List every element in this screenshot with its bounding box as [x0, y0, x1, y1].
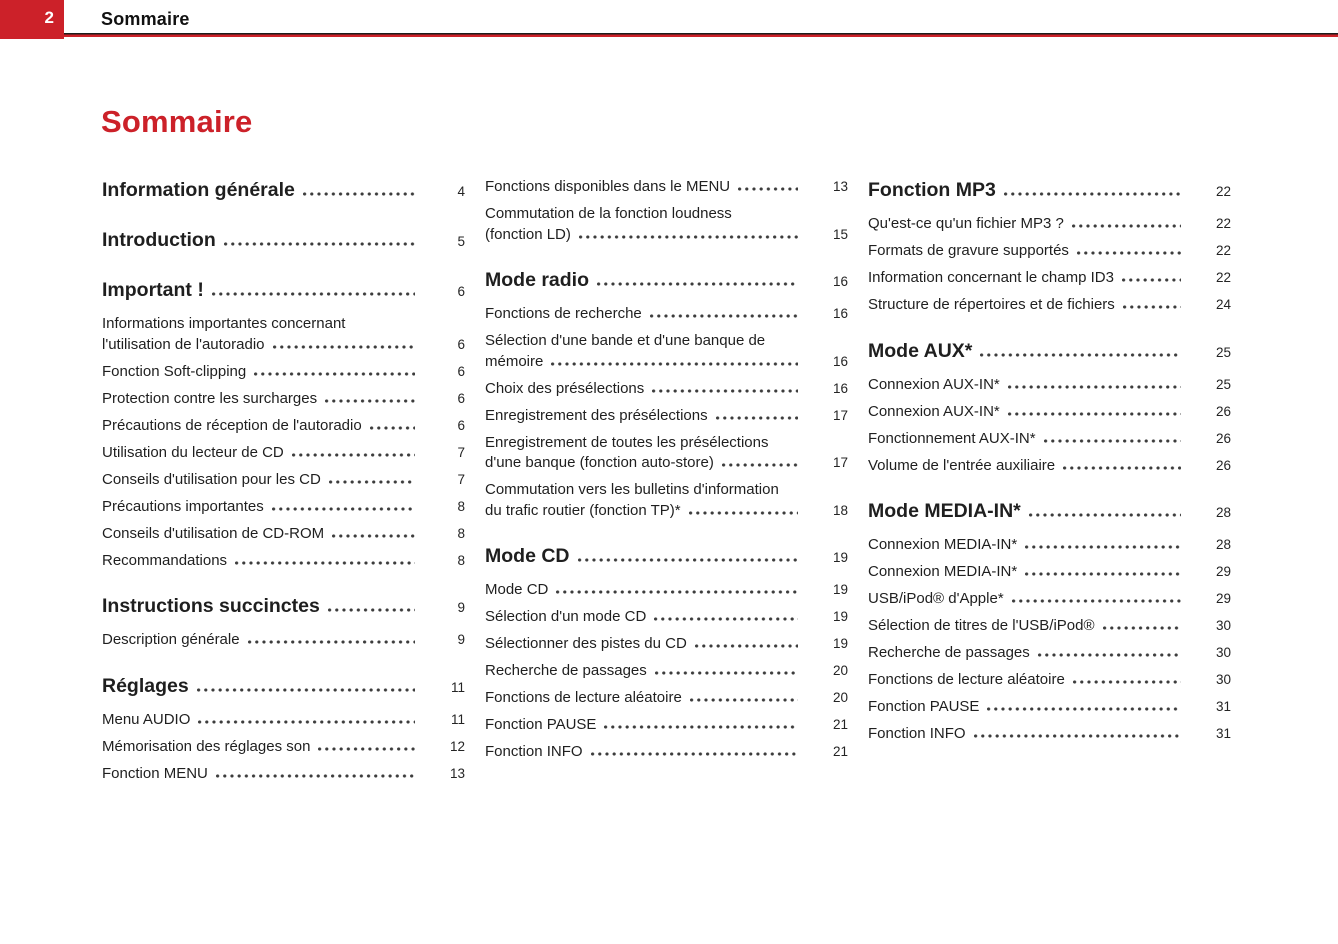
dot-leader	[1063, 466, 1181, 470]
toc-entry-label: Menu AUDIO	[102, 710, 191, 728]
toc-entry-page-number: 17	[832, 407, 848, 423]
toc-entry-page-number: 19	[832, 550, 848, 565]
toc-entry-row	[868, 295, 1231, 316]
toc-entry-row	[485, 379, 848, 400]
toc-entry-row	[102, 443, 465, 464]
toc-entry-page-number: 26	[1215, 430, 1231, 446]
toc-entry-row	[485, 661, 848, 682]
toc-entry-row	[485, 352, 848, 373]
toc-entry	[485, 433, 848, 474]
dot-leader	[197, 688, 415, 692]
toc-entry-label: (fonction LD)	[485, 225, 571, 243]
toc-entry-row	[868, 241, 1231, 262]
toc-entry-line: Commutation vers les bulletins d'information	[485, 481, 779, 498]
toc-entry-label: Fonction INFO	[485, 743, 583, 760]
toc-entry-label: Important !	[102, 279, 204, 301]
toc-entry-label: Mode CD	[485, 581, 549, 598]
toc-entry	[868, 724, 1231, 745]
toc-entry-page-number: 20	[832, 663, 848, 678]
dot-leader	[254, 372, 415, 376]
toc-entry-row	[485, 267, 848, 295]
page-title: Sommaire	[101, 104, 253, 139]
dot-leader	[738, 187, 798, 191]
toc-entry-line: Commutation de la fonction loudness	[485, 205, 732, 222]
toc-entry-row	[102, 593, 465, 621]
dot-leader	[325, 399, 415, 403]
dot-leader	[722, 463, 798, 467]
toc-entry-row	[868, 338, 1231, 366]
toc-entry-label: Recommandations	[102, 551, 228, 569]
toc-entry-row	[868, 214, 1231, 235]
toc-entry	[102, 710, 465, 731]
toc-entry-page-number: 6	[457, 390, 465, 406]
toc-entry-page-number: 22	[1215, 184, 1231, 199]
dot-leader	[654, 617, 798, 621]
toc-entry	[868, 402, 1231, 423]
toc-entry	[102, 497, 465, 518]
dot-leader	[695, 644, 798, 648]
toc-entry-label: Mode MEDIA-IN*	[868, 500, 1021, 522]
dot-leader	[1122, 278, 1181, 282]
toc-section-entry	[102, 593, 465, 621]
toc-entry-page-number: 7	[457, 444, 465, 460]
toc-entry	[868, 295, 1231, 316]
toc-entry-page-number: 8	[457, 525, 465, 541]
toc-section-entry	[868, 338, 1231, 366]
toc-entry-label: Fonctions disponibles dans le MENU	[485, 178, 731, 195]
toc-entry-page-number: 16	[832, 306, 848, 321]
toc-entry-label: Enregistrement des présélections	[485, 406, 708, 424]
toc-entry-row	[485, 715, 848, 736]
dot-leader	[224, 242, 415, 246]
dot-leader	[216, 774, 415, 778]
toc-entry-row	[868, 268, 1231, 289]
toc-entry-label: USB/iPod® d'Apple*	[868, 590, 1004, 607]
dot-leader	[1004, 192, 1181, 196]
dot-leader	[689, 511, 798, 515]
dot-leader	[212, 292, 415, 296]
toc-entry-label: Mode radio	[485, 269, 590, 291]
toc-entry-page-number: 6	[457, 336, 465, 352]
toc-column-3	[868, 177, 1231, 791]
toc-entry-page-number: 25	[1215, 344, 1231, 360]
toc-entry-page-number: 12	[449, 738, 465, 754]
toc-entry-line: Informations importantes concernant	[102, 315, 346, 332]
dot-leader	[329, 480, 415, 484]
toc-entry-label: Utilisation du lecteur de CD	[102, 443, 284, 461]
toc-entry-row	[102, 673, 465, 701]
toc-section-entry	[102, 177, 465, 205]
toc-section-entry	[102, 277, 465, 305]
toc-entry-row	[868, 724, 1231, 745]
toc-entry	[868, 535, 1231, 556]
toc-entry-page-number: 28	[1215, 537, 1231, 552]
toc-entry-label: Réglages	[102, 674, 189, 697]
toc-entry-line: Sélection d'une bande et d'une banque de	[485, 332, 766, 349]
toc-entry-label: Choix des présélections	[485, 379, 645, 397]
toc-entry-label: Fonction MENU	[102, 764, 208, 782]
toc-entry-row	[868, 498, 1231, 526]
toc-entry-page-number: 29	[1215, 591, 1231, 606]
toc-entry-page-number: 21	[832, 717, 848, 732]
toc-entry-row	[102, 710, 465, 731]
toc-entry-page-number: 18	[832, 502, 848, 518]
toc-entry-label: Description générale	[102, 631, 240, 648]
toc-entry	[102, 470, 465, 491]
toc-entry-page-number: 26	[1215, 457, 1231, 473]
toc-entry-label: Sélection de titres de l'USB/iPod®	[868, 617, 1095, 634]
toc-entry-page-number: 17	[832, 455, 848, 470]
toc-entry	[102, 314, 465, 355]
toc-entry-label: Formats de gravure supportés	[868, 242, 1069, 259]
dot-leader	[655, 671, 798, 675]
running-header-title: Sommaire	[101, 9, 190, 29]
dot-leader	[1012, 599, 1181, 603]
toc-entry	[102, 764, 465, 785]
toc-entry-row	[485, 580, 848, 601]
dot-leader	[248, 640, 415, 644]
toc-entry-row	[485, 453, 848, 474]
header-rule	[0, 33, 1338, 37]
toc-entry	[868, 241, 1231, 262]
toc-entry-page-number: 24	[1215, 297, 1231, 312]
dot-leader	[987, 707, 1181, 711]
toc-entry	[868, 375, 1231, 396]
toc-entry-row	[102, 362, 465, 383]
dot-leader	[1025, 572, 1181, 576]
dot-leader	[328, 608, 415, 612]
dot-leader	[272, 507, 415, 511]
toc-entry-label: Sélection d'un mode CD	[485, 608, 647, 625]
toc-entry-row	[868, 589, 1231, 610]
toc-section-entry	[485, 267, 848, 295]
toc-entry-page-number: 20	[832, 690, 848, 705]
toc-entry-page-number: 22	[1215, 270, 1231, 285]
toc-entry-row	[102, 497, 465, 518]
toc-entry-page-number: 13	[449, 765, 465, 781]
toc-entry-label: Mémorisation des réglages son	[102, 737, 311, 755]
toc-entry-row	[868, 643, 1231, 664]
toc-entry-row	[485, 742, 848, 763]
dot-leader	[650, 314, 798, 318]
toc-entry-row	[102, 177, 465, 205]
toc-entry-page-number: 25	[1215, 376, 1231, 392]
toc-entry-page-number: 21	[832, 744, 848, 759]
dot-leader	[1008, 385, 1181, 389]
toc-entry-page-number: 31	[1215, 699, 1231, 714]
dot-leader	[1008, 412, 1181, 416]
toc-section-entry	[102, 227, 465, 255]
toc-entry	[102, 389, 465, 410]
dot-leader	[1073, 680, 1181, 684]
toc-entry-row	[868, 670, 1231, 691]
toc-entry-label: Instructions succinctes	[102, 595, 320, 617]
toc-entry-label: Mode CD	[485, 545, 570, 567]
dot-leader	[556, 590, 798, 594]
toc-entry-line: Enregistrement de toutes les présélections	[485, 433, 769, 451]
toc-entry-row	[868, 562, 1231, 583]
toc-entry	[868, 268, 1231, 289]
toc-section-entry	[868, 498, 1231, 526]
toc-entry-row	[102, 764, 465, 785]
toc-entry-label: Recherche de passages	[485, 662, 647, 679]
toc-entry-page-number: 22	[1215, 216, 1231, 231]
toc-entry	[868, 616, 1231, 637]
toc-entry	[868, 589, 1231, 610]
toc-entry-page-number: 6	[457, 363, 465, 379]
toc-entry-label: Recherche de passages	[868, 644, 1030, 661]
toc-entry	[485, 379, 848, 400]
dot-leader	[235, 561, 415, 565]
dot-leader	[551, 362, 798, 366]
toc-entry-label: Structure de répertoires et de fichiers	[868, 296, 1115, 313]
toc-entry-page-number: 26	[1215, 403, 1231, 419]
toc-entry-row	[868, 177, 1231, 205]
toc-section-entry	[485, 543, 848, 571]
toc-entry-label: Sélectionner des pistes du CD	[485, 635, 687, 652]
dot-leader	[578, 558, 799, 562]
dot-leader	[591, 752, 798, 756]
toc-entry	[485, 715, 848, 736]
dot-leader	[370, 426, 415, 430]
toc-entry-row	[868, 616, 1231, 637]
toc-entry	[102, 362, 465, 383]
toc-entry-row	[868, 535, 1231, 556]
toc-entry	[868, 456, 1231, 477]
toc-entry-row	[102, 389, 465, 410]
toc-entry-row	[102, 737, 465, 758]
dot-leader	[303, 192, 415, 196]
dot-leader	[1038, 653, 1181, 657]
dot-leader	[1077, 251, 1181, 255]
toc-entry	[868, 429, 1231, 450]
toc-entry-page-number: 29	[1215, 564, 1231, 579]
toc-entry-label: Introduction	[102, 229, 216, 251]
dot-leader	[1044, 439, 1181, 443]
toc-entry-row	[485, 543, 848, 571]
toc-entry	[485, 580, 848, 601]
toc-section-entry	[868, 177, 1231, 205]
toc-entry	[485, 204, 848, 245]
toc-entry	[485, 480, 848, 521]
dot-leader	[1103, 626, 1181, 630]
toc-entry-row	[485, 177, 848, 198]
toc-entry	[485, 634, 848, 655]
toc-entry-row	[868, 429, 1231, 450]
toc-entry-label: Information générale	[102, 179, 295, 201]
toc-column-2	[485, 177, 848, 791]
dot-leader	[1029, 513, 1181, 517]
dot-leader	[332, 534, 415, 538]
toc-entry-page-number: 19	[832, 636, 848, 651]
toc-entry-page-number: 19	[832, 609, 848, 624]
toc-entry-page-number: 30	[1215, 672, 1231, 687]
toc-entry-row	[485, 634, 848, 655]
toc-entry-label: Mode AUX*	[868, 339, 973, 362]
toc-entry-page-number: 30	[1215, 618, 1231, 633]
toc-entry-page-number: 11	[450, 711, 465, 727]
toc-entry	[485, 688, 848, 709]
toc-entry-row	[102, 416, 465, 437]
dot-leader	[1025, 545, 1181, 549]
toc-entry-page-number: 7	[457, 471, 465, 487]
toc-entry-page-number: 6	[457, 284, 465, 299]
toc-entry-page-number: 31	[1215, 726, 1231, 741]
toc-entry-page-number: 19	[832, 582, 848, 597]
toc-entry-page-number: 5	[457, 234, 465, 249]
toc-entry-page-number: 22	[1215, 243, 1231, 258]
toc-entry-row	[485, 688, 848, 709]
toc-entry-label: Connexion MEDIA-IN*	[868, 563, 1018, 580]
dot-leader	[716, 416, 798, 420]
toc-entry	[485, 607, 848, 628]
toc-entry-row	[868, 402, 1231, 423]
toc-entry	[868, 643, 1231, 664]
toc-columns	[102, 177, 1231, 791]
dot-leader	[690, 698, 798, 702]
toc-entry-row	[102, 335, 465, 356]
toc-entry-page-number: 16	[832, 380, 848, 396]
toc-entry-page-number: 4	[457, 184, 465, 199]
dot-leader	[604, 725, 798, 729]
toc-entry-page-number: 30	[1215, 645, 1231, 660]
dot-leader	[273, 345, 416, 349]
dot-leader	[1072, 224, 1181, 228]
toc-entry-label: Volume de l'entrée auxiliaire	[868, 456, 1056, 474]
toc-entry-row	[102, 630, 465, 651]
toc-entry	[102, 443, 465, 464]
toc-entry-row	[485, 304, 848, 325]
toc-entry-label: Fonctions de lecture aléatoire	[868, 671, 1065, 688]
dot-leader	[198, 720, 415, 724]
toc-entry-label: Conseils d'utilisation de CD-ROM	[102, 524, 325, 542]
toc-entry	[102, 416, 465, 437]
toc-entry	[485, 331, 848, 372]
toc-entry-label: Précautions de réception de l'autoradio	[102, 416, 362, 434]
toc-entry-label: Fonctions de lecture aléatoire	[485, 689, 682, 706]
dot-leader	[579, 235, 798, 239]
toc-entry-page-number: 16	[832, 274, 848, 289]
toc-entry	[868, 562, 1231, 583]
toc-entry-row	[102, 470, 465, 491]
toc-entry-page-number: 8	[457, 552, 465, 568]
toc-entry-label: mémoire	[485, 352, 544, 370]
dot-leader	[318, 747, 415, 751]
toc-entry-page-number: 15	[832, 226, 848, 242]
dot-leader	[597, 282, 798, 286]
toc-entry-page-number: 6	[457, 417, 465, 433]
toc-entry	[485, 661, 848, 682]
toc-entry-label: Protection contre les surcharges	[102, 389, 318, 407]
toc-entry	[868, 670, 1231, 691]
toc-entry-label: Conseils d'utilisation pour les CD	[102, 470, 321, 488]
toc-entry-row	[485, 501, 848, 522]
toc-entry-page-number: 13	[832, 179, 848, 194]
toc-entry-label: Qu'est-ce qu'un fichier MP3 ?	[868, 215, 1064, 232]
toc-entry-row	[868, 375, 1231, 396]
toc-entry-label: l'utilisation de l'autoradio	[102, 335, 265, 353]
toc-entry-row	[868, 697, 1231, 718]
dot-leader	[1123, 305, 1181, 309]
toc-entry-label: Fonction PAUSE	[868, 698, 980, 715]
toc-entry-row	[102, 551, 465, 572]
dot-leader	[292, 453, 415, 457]
toc-entry-label: Connexion MEDIA-IN*	[868, 536, 1018, 553]
toc-entry-label: Fonctions de recherche	[485, 305, 642, 322]
toc-entry	[485, 742, 848, 763]
toc-entry-label: Précautions importantes	[102, 497, 264, 515]
toc-entry-label: Fonction MP3	[868, 179, 996, 201]
toc-entry-label: Information concernant le champ ID3	[868, 269, 1114, 286]
toc-column-1	[102, 177, 465, 791]
toc-entry-page-number: 16	[832, 353, 848, 369]
toc-entry	[485, 177, 848, 198]
toc-entry	[102, 551, 465, 572]
toc-entry-row	[485, 406, 848, 427]
toc-entry	[868, 214, 1231, 235]
page-number: 2	[44, 7, 54, 27]
toc-entry-row	[102, 524, 465, 545]
toc-entry	[102, 630, 465, 651]
toc-entry-label: Connexion AUX-IN*	[868, 375, 1000, 393]
dot-leader	[974, 734, 1181, 738]
toc-entry-page-number: 8	[457, 498, 465, 514]
toc-entry-page-number: 9	[457, 632, 465, 647]
toc-entry-label: du trafic routier (fonction TP)*	[485, 501, 681, 519]
toc-entry-page-number: 28	[1215, 505, 1231, 520]
toc-section-entry	[102, 673, 465, 701]
toc-entry	[102, 524, 465, 545]
toc-entry-row	[102, 277, 465, 305]
toc-entry-label: Fonction PAUSE	[485, 716, 597, 733]
toc-entry	[868, 697, 1231, 718]
toc-entry-page-number: 9	[457, 600, 465, 615]
dot-leader	[980, 353, 1181, 357]
toc-entry	[485, 406, 848, 427]
toc-entry-row	[485, 607, 848, 628]
toc-entry-label: d'une banque (fonction auto-store)	[485, 454, 714, 471]
toc-entry	[485, 304, 848, 325]
toc-entry-row	[485, 225, 848, 246]
toc-entry-label: Fonction Soft-clipping	[102, 362, 247, 380]
toc-entry-row	[102, 227, 465, 255]
toc-entry-label: Fonction INFO	[868, 725, 966, 742]
toc-entry-page-number: 11	[450, 679, 465, 695]
toc-entry	[102, 737, 465, 758]
toc-entry-row	[868, 456, 1231, 477]
toc-entry-label: Connexion AUX-IN*	[868, 402, 1000, 420]
dot-leader	[652, 389, 798, 393]
page-number-tab	[0, 0, 64, 39]
toc-entry-label: Fonctionnement AUX-IN*	[868, 429, 1036, 447]
